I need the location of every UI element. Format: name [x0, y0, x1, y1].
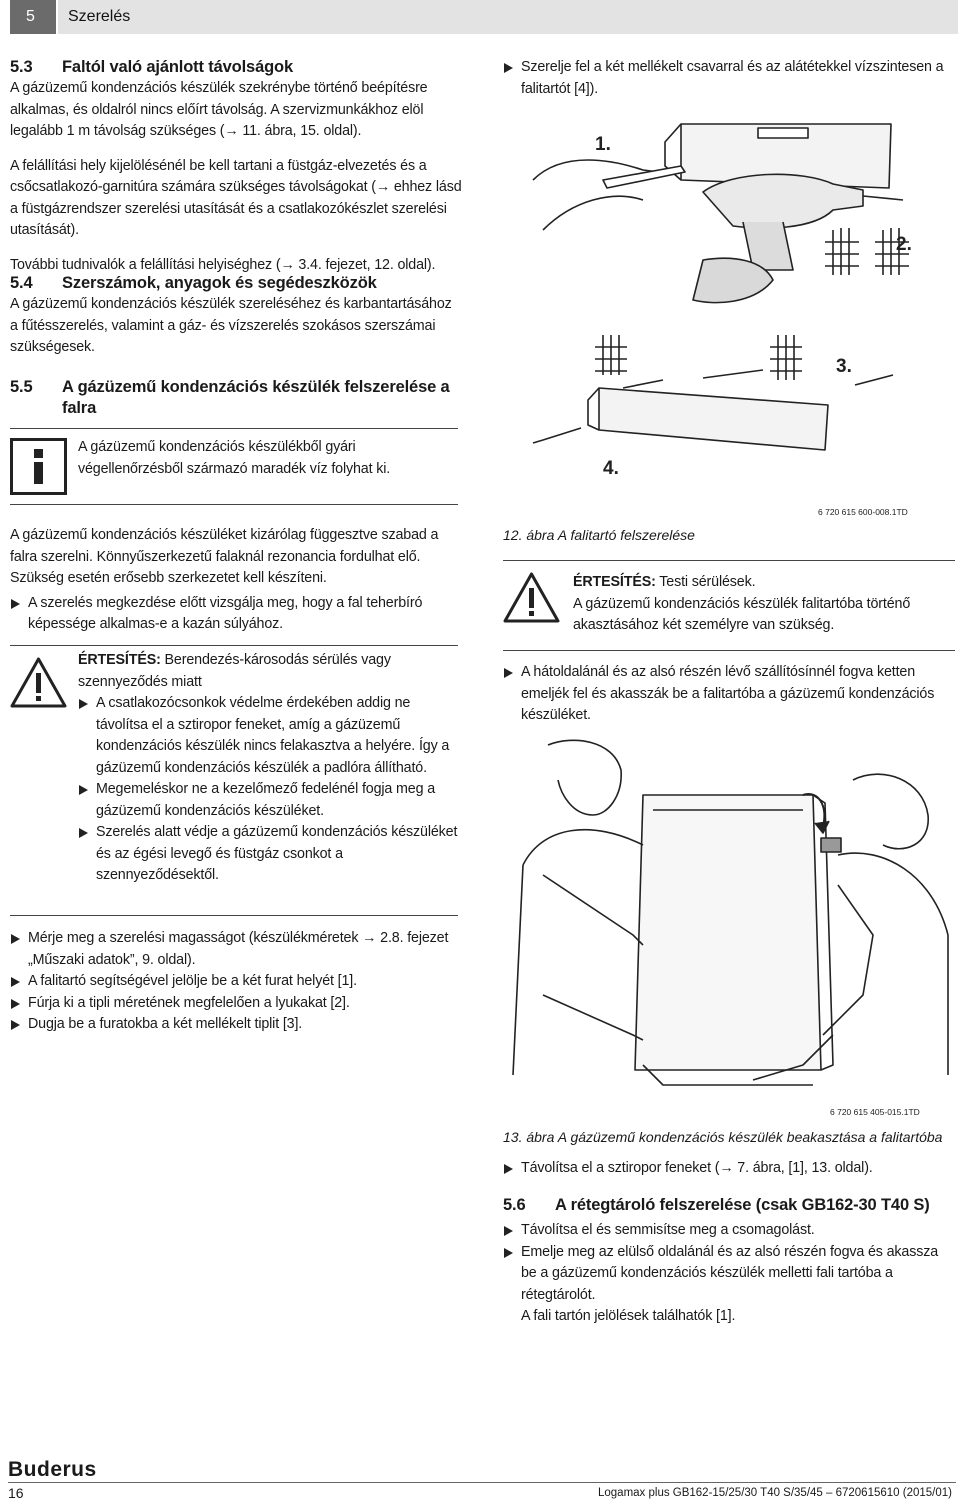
section-5-3: [10, 57, 462, 276]
section-5-5-body: [10, 525, 462, 636]
section-title: Szerszámok, anyagok és segédeszközök: [62, 274, 377, 292]
notice-heading: [573, 572, 955, 594]
divider: [10, 428, 458, 429]
figure-caption: 13. ábra A gázüzemű kondenzációs készülék beakasztása a falitartóba: [503, 1129, 943, 1145]
right-step: [503, 57, 955, 100]
fig12-label-4: 4.: [603, 458, 619, 479]
page-number: 16: [8, 1485, 24, 1501]
list-item: Távolítsa el és semmisítse meg a csomagolást.: [503, 1220, 955, 1242]
list-item: A falitartó segítségével jelölje be a két furat helyét [1].: [10, 971, 462, 993]
info-icon: [10, 438, 67, 495]
footer-divider: [8, 1482, 956, 1483]
paragraph: A gázüzemű kondenzációs készülék szereléséhez és karbantartásához a fűtésszerelés, valamint a gáz- és vízszerelés szokásos szerszámai szükségesek.: [10, 296, 452, 355]
divider: [503, 650, 955, 651]
figure-caption: 12. ábra A falitartó felszerelése: [503, 527, 695, 543]
warning-icon: [10, 657, 67, 709]
section-5-5-heading: [10, 377, 462, 419]
figure-code: 6 720 615 405-015.1TD: [830, 1107, 920, 1117]
section-5-4: [10, 273, 462, 359]
list-item: Dugja be a furatokba a két mellékelt tiplit [3].: [10, 1014, 462, 1036]
notice-label: ÉRTESÍTÉS:: [78, 652, 161, 668]
section-number: 5.4: [10, 274, 33, 292]
brand-logo: Buderus: [8, 1458, 97, 1481]
paragraph: További tudnivalók a felállítási helyiséghez (→ 3.4. fejezet, 12. oldal).: [10, 256, 436, 273]
figure-12: [503, 110, 955, 510]
figure-13: [503, 735, 955, 1105]
right-step: [503, 662, 955, 727]
list-item: A csatlakozócsonkok védelme érdekében addig ne távolítsa el a sztiropor feneket, amíg a gázüzemű kondenzációs készülék nincs felakasztva a helyére. Így a gázüzemű kondenzációs készülék a padlóra állítható.: [78, 693, 458, 779]
wall-bracket-illustration: [503, 110, 955, 510]
figure-code: 6 720 615 600-008.1TD: [818, 507, 908, 517]
section-title-cont: falra: [62, 399, 97, 417]
steps-list: [10, 928, 462, 1036]
list-item: A szerelés megkezdése előtt vizsgálja meg, hogy a fal teherbíró képessége alkalmas-e a kazán súlyához.: [10, 593, 462, 636]
list-item: A hátoldalánál és az alsó részén lévő szállítósínnél fogva ketten emeljék fel és akasszák be a falitartóba a gázüzemű kondenzációs készüléket.: [503, 662, 955, 727]
divider: [503, 560, 955, 561]
section-number: 5.6: [503, 1196, 526, 1214]
list-item: Mérje meg a szerelési magasságot (készülékméretek → 2.8. fejezet „Műszaki adatok”, 9. oldal).: [10, 928, 462, 971]
list-item: Fúrja ki a tipli méretének megfelelően a lyukakat [2].: [10, 993, 462, 1015]
info-text: A gázüzemű kondenzációs készülékből gyári végellenőrzésből származó maradék víz folyhat ki.: [78, 439, 391, 477]
list-item: Szerelje fel a két mellékelt csavarral és az alátétekkel vízszintesen a falitartót [4]).: [503, 57, 955, 100]
warning-icon: [503, 572, 560, 624]
note-text: A fali tartón jelölések találhatók [1].: [521, 1308, 736, 1324]
notice-body: A gázüzemű kondenzációs készülék falitartóba történő akasztásához két személyre van szükség.: [573, 595, 911, 633]
notice-heading: [78, 650, 458, 693]
notice-text: Berendezés-károsodás sérülés vagy szennyeződés miatt: [78, 652, 391, 690]
section-number: 5.3: [10, 58, 33, 76]
right-step: [503, 1158, 955, 1180]
fig12-label-1: 1.: [595, 134, 611, 155]
notice-text: Testi sérülések.: [655, 574, 756, 590]
section-heading: [10, 377, 462, 398]
list-item: Szerelés alatt védje a gázüzemű kondenzációs készüléket és az égési levegő és füstgáz csonkot a szennyeződésektől.: [78, 822, 458, 887]
list-item: Emelje meg az elülső oldalánál és az alsó részén fogva és akassza be a gázüzemű kondenzációs készülék melletti fali tartóba a rétegtárolót.: [503, 1242, 955, 1307]
list-item: Megemeléskor ne a kezelőmező fedelénél fogja meg a gázüzemű kondenzációs készüléket.: [78, 779, 458, 822]
notice-block: [573, 572, 955, 637]
section-heading: [503, 1195, 955, 1216]
paragraph: A gázüzemű kondenzációs készülék szekrénybe történő beépítésre alkalmas, és oldalról nincs előírt távolság. A szervizmunkákhoz elöl legalább 1 m távolság szükséges (→ 11. ábra, 15. oldal).: [10, 80, 428, 139]
section-heading: [10, 57, 462, 78]
section-title: A gázüzemű kondenzációs készülék felszerelése a: [62, 378, 450, 396]
chapter-number: 5: [10, 0, 56, 34]
boiler-hanging-illustration: [503, 735, 955, 1105]
paragraph: A felállítási hely kijelölésénél be kell tartani a füstgáz-elvezetés és a csőcsatlakozó-garnitúra számára szükséges távolságokat (→ ehhez lásd a füstgázrendszer szerelési utasítását és a csatlakozókészlet szerelési utasítását).: [10, 157, 462, 238]
section-heading: [10, 273, 462, 294]
divider: [10, 504, 458, 505]
divider: [10, 915, 458, 916]
section-number: 5.5: [10, 378, 33, 396]
section-title: A rétegtároló felszerelése (csak GB162-30 T40 S): [555, 1196, 930, 1214]
document-id: Logamax plus GB162-15/25/30 T40 S/35/45 – 6720615610 (2015/01): [597, 1487, 952, 1499]
notice-label: ÉRTESÍTÉS:: [573, 574, 656, 590]
fig12-label-3: 3.: [836, 356, 852, 377]
section-title: Faltól való ajánlott távolságok: [62, 58, 293, 76]
list-item: Távolítsa el a sztiropor feneket (→ 7. ábra, [1], 13. oldal).: [503, 1158, 955, 1180]
divider: [10, 645, 458, 646]
notice-block: [78, 650, 458, 887]
fig12-label-2: 2.: [896, 234, 912, 255]
section-5-6: [503, 1195, 955, 1328]
chapter-title: Szerelés: [58, 0, 958, 34]
paragraph: A gázüzemű kondenzációs készüléket kizárólag függesztve szabad a falra szerelni. Könnyűszerkezetű falaknál rezonancia fordulhat elő. Szükség esetén erősebb szerkezetet kell készíteni.: [10, 527, 439, 586]
